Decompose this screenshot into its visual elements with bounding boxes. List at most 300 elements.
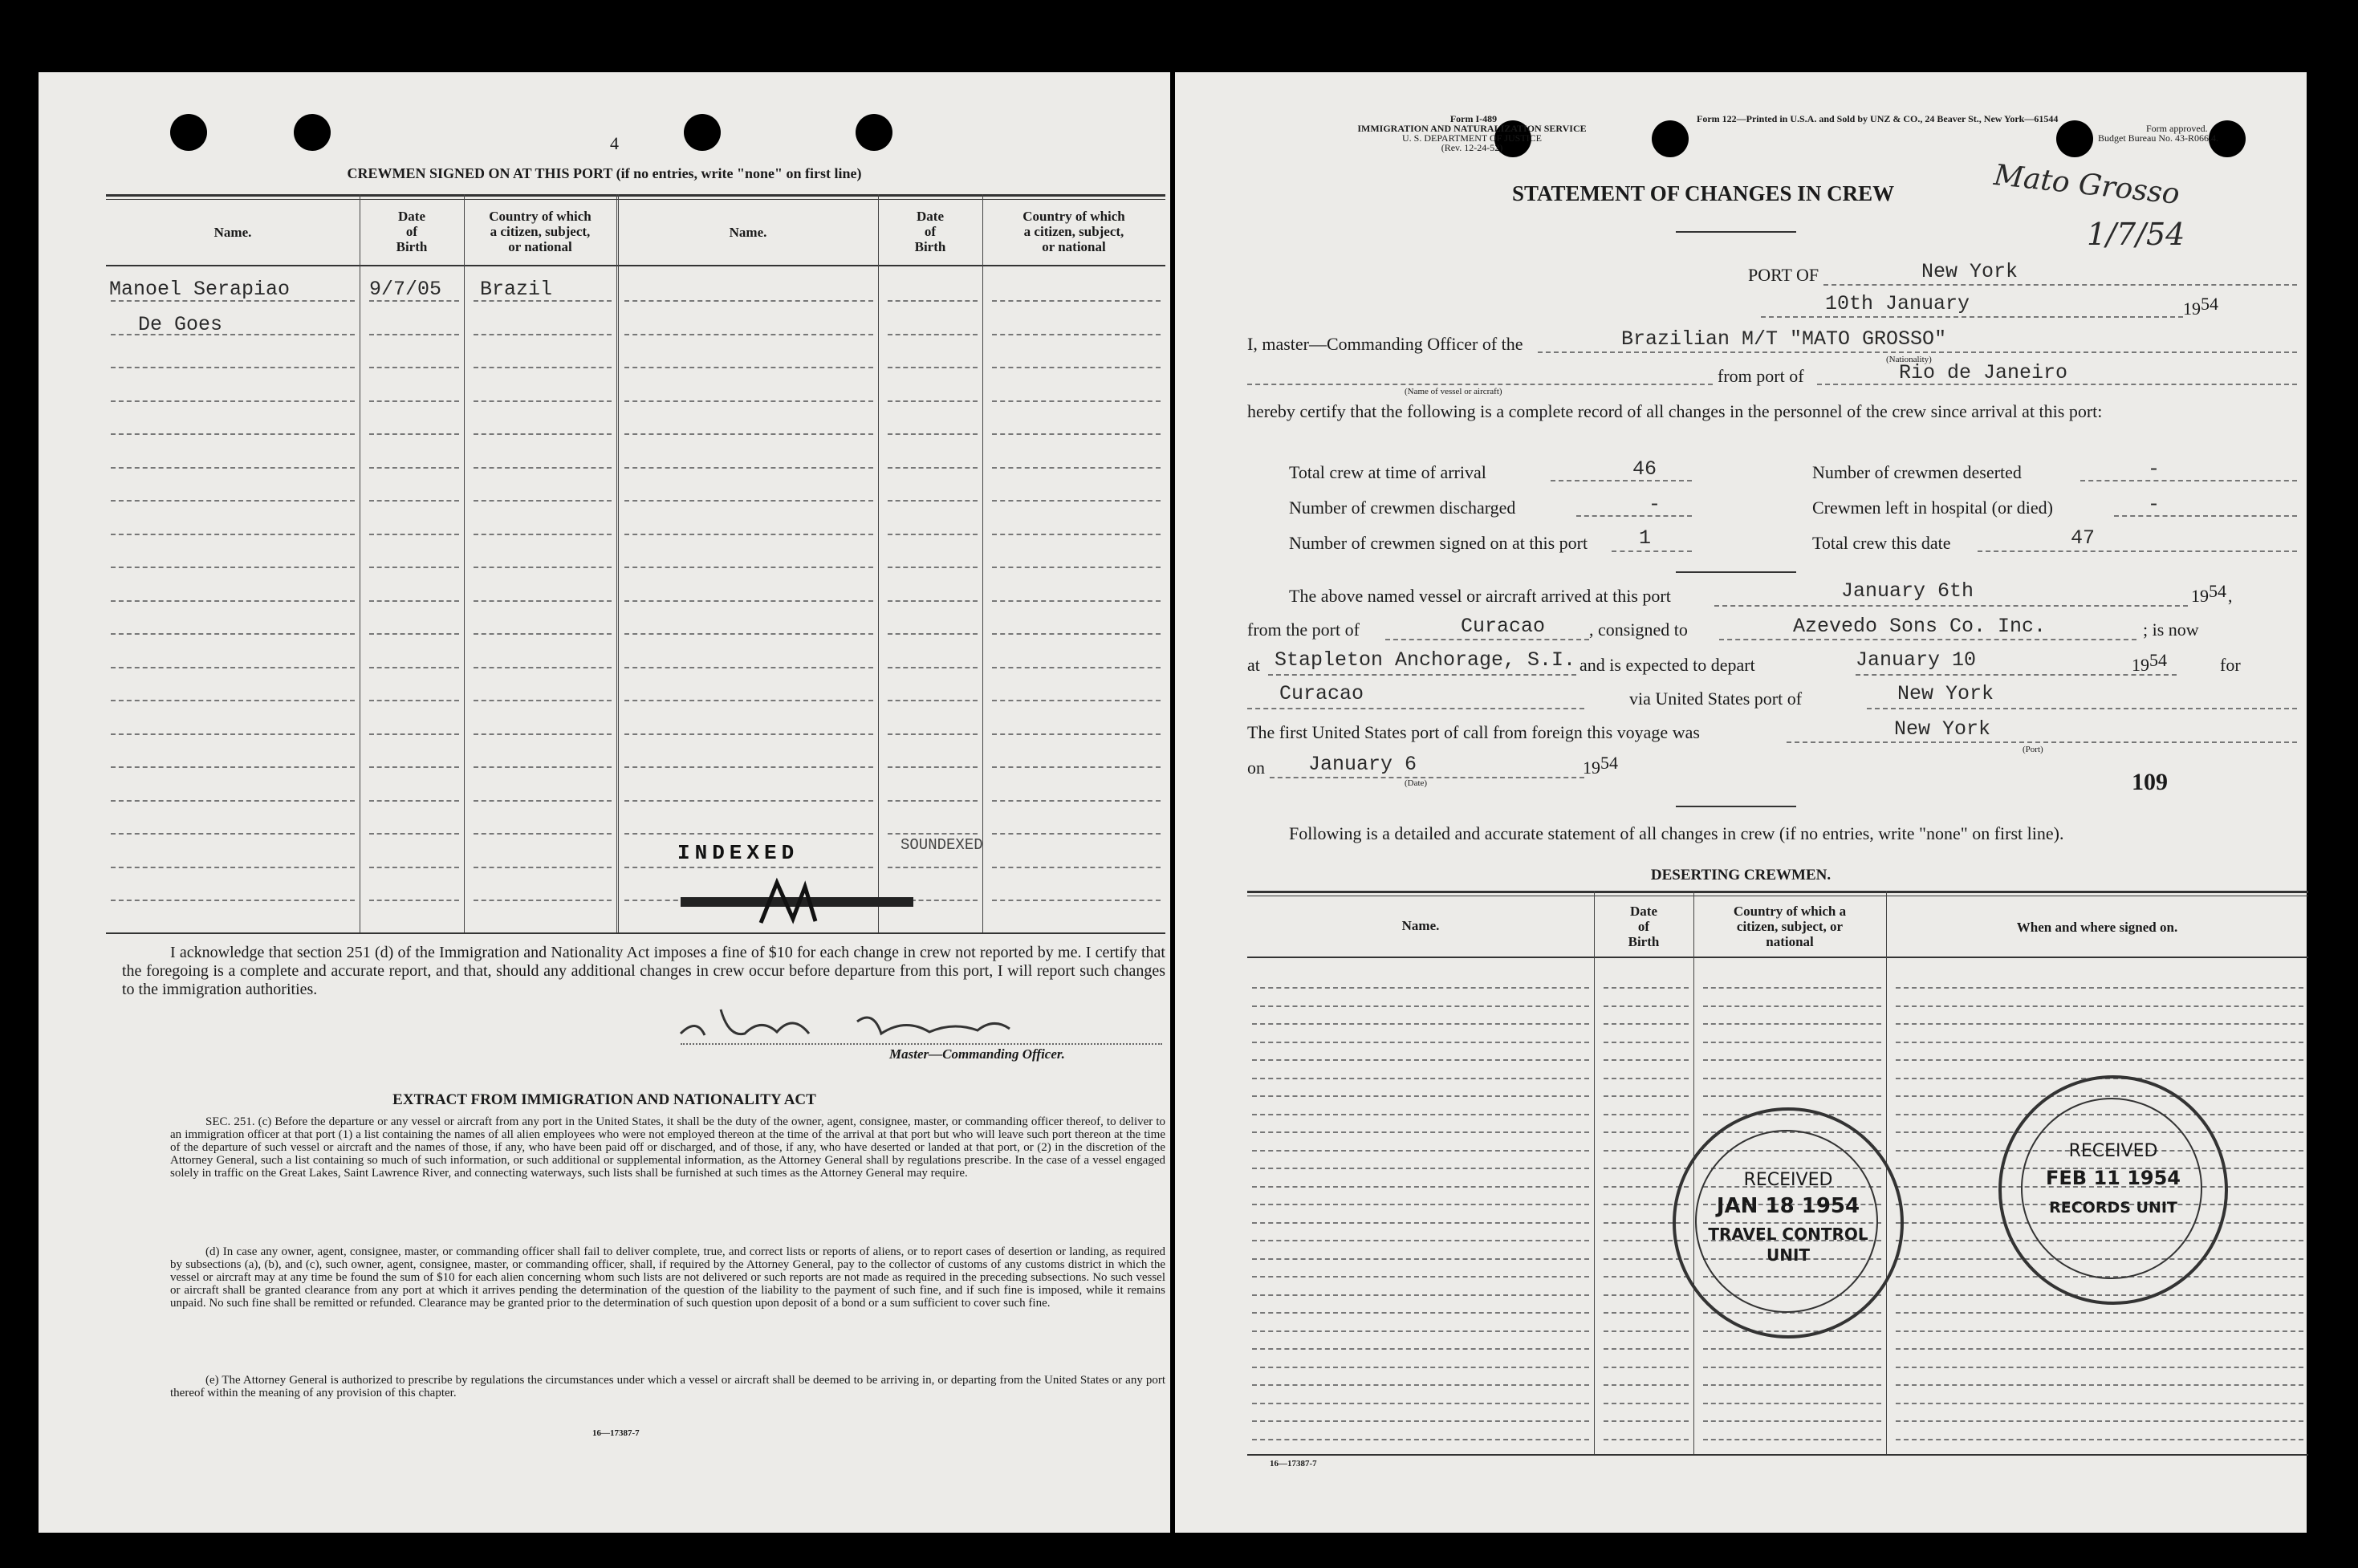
row-rule <box>1252 1059 1589 1061</box>
row-rule <box>1252 1348 1589 1350</box>
page-number: 4 <box>610 133 619 153</box>
date-caption: (Date) <box>1405 778 1428 788</box>
consigned-line <box>1719 639 2136 640</box>
row-rule <box>888 433 978 435</box>
row-rule <box>369 467 459 469</box>
row-rule <box>888 667 978 668</box>
row-rule <box>888 766 978 768</box>
col-header-name: Name. <box>213 225 252 240</box>
form-revision: (Rev. 12-24-52) <box>1441 142 1503 153</box>
desert-col-country: Country of which a citizen, subject, or national <box>1733 904 1847 949</box>
for-line <box>1247 708 1584 709</box>
row-rule <box>888 800 978 802</box>
row-rule <box>111 400 355 402</box>
row-rule <box>369 400 459 402</box>
row-rule <box>624 400 873 402</box>
row-rule <box>1252 1294 1589 1296</box>
extract-section-e: (e) The Attorney General is authorized to prescribe by regulations the circumstances under which a vessel or aircraft shall be deemed to be arriving in, or departing from the United States or any port thereof within the meaning of any provision of this chapter. <box>170 1374 1165 1399</box>
row-rule <box>1896 1023 2303 1025</box>
row-rule <box>1896 987 2303 989</box>
stats-line <box>1576 515 1692 517</box>
agency-name: IMMIGRATION AND NATURALIZATION SERVICE <box>1357 123 1587 134</box>
row-rule <box>474 467 612 469</box>
row-rule <box>1252 1258 1589 1260</box>
desert-col-name: Name. <box>1401 918 1440 933</box>
row-rule <box>1252 1312 1589 1314</box>
row-rule <box>992 500 1161 502</box>
punch-hole <box>2056 120 2093 157</box>
row-rule <box>111 833 355 835</box>
row-rule <box>1703 1042 1881 1043</box>
row-rule <box>624 433 873 435</box>
row-rule <box>624 300 873 302</box>
row-rule <box>888 700 978 701</box>
col-header-country: Country of which a citizen, subject, or national <box>1022 209 1125 254</box>
row-rule <box>111 766 355 768</box>
stamp-unit: UNIT <box>1766 1245 1811 1265</box>
received-stamp <box>1673 1107 1904 1338</box>
row-rule <box>992 400 1161 402</box>
row-rule <box>1896 1059 2303 1061</box>
row-rule <box>474 800 612 802</box>
row-rule <box>369 766 459 768</box>
depart-line <box>1856 674 2177 676</box>
row-rule <box>1252 1168 1589 1169</box>
row-rule <box>992 900 1161 901</box>
stamp-unit: TRAVEL CONTROL <box>1708 1225 1868 1244</box>
from-label: from the port of <box>1247 619 1360 640</box>
row-rule <box>992 300 1161 302</box>
column-divider <box>1594 891 1595 1454</box>
row-rule <box>1703 1403 1881 1404</box>
row-rule <box>624 667 873 668</box>
for-label: for <box>2220 655 2241 675</box>
row-rule <box>1604 1330 1689 1332</box>
row-rule <box>111 433 355 435</box>
crewman-country: Brazil <box>480 278 553 301</box>
at-line <box>1268 674 1576 676</box>
vessel-line <box>1538 351 2297 353</box>
row-rule <box>624 800 873 802</box>
row-rule <box>888 300 978 302</box>
on-label: on <box>1247 758 1265 778</box>
row-rule <box>888 334 978 335</box>
row-rule <box>1896 1439 2303 1440</box>
row-rule <box>992 700 1161 701</box>
extract-title: EXTRACT FROM IMMIGRATION AND NATIONALITY ACT <box>392 1091 816 1108</box>
row-rule <box>888 467 978 469</box>
crewman-name: De Goes <box>138 313 223 336</box>
row-rule <box>474 433 612 435</box>
row-rule <box>1604 1150 1689 1152</box>
row-rule <box>1252 1439 1589 1440</box>
form-id: Form I-489 <box>1449 113 1498 124</box>
from-port-value: Rio de Janeiro <box>1899 361 2068 384</box>
row-rule <box>111 367 355 368</box>
row-rule <box>624 600 873 602</box>
row-rule <box>1252 1367 1589 1368</box>
year-prefix: 19 <box>2183 299 2201 319</box>
row-rule <box>111 534 355 535</box>
row-rule <box>111 500 355 502</box>
row-rule <box>111 700 355 701</box>
row-rule <box>624 633 873 635</box>
table-top-rule <box>106 199 1165 200</box>
table-top-rule <box>106 194 1165 197</box>
row-rule <box>1252 1078 1589 1079</box>
row-rule <box>1604 1023 1689 1025</box>
row-rule <box>474 567 612 568</box>
col-header-country: Country of which a citizen, subject, or national <box>489 209 592 254</box>
row-rule <box>474 500 612 502</box>
row-rule <box>992 467 1161 469</box>
punch-hole <box>684 114 721 151</box>
deserted-label: Number of crewmen deserted <box>1812 462 2022 482</box>
row-rule <box>369 833 459 835</box>
row-rule <box>1703 1384 1881 1386</box>
row-rule <box>1703 1023 1881 1025</box>
col-header-dob: Date of Birth <box>396 209 428 254</box>
stats-line <box>1551 480 1692 481</box>
arrived-value: January 6th <box>1841 579 1974 603</box>
port-line <box>1823 284 2297 286</box>
signed-on-value: 1 <box>1639 526 1652 550</box>
deserting-title: DESERTING CREWMEN. <box>1650 867 1832 884</box>
row-rule <box>1703 987 1881 989</box>
row-rule <box>888 500 978 502</box>
row-rule <box>1604 987 1689 989</box>
row-rule <box>888 567 978 568</box>
row-rule <box>369 567 459 568</box>
row-rule <box>111 900 355 901</box>
title-underline <box>1676 231 1796 233</box>
master-label: I, master—Commanding Officer of the <box>1247 334 1523 354</box>
row-rule <box>888 534 978 535</box>
row-rule <box>111 633 355 635</box>
row-rule <box>888 733 978 735</box>
row-rule <box>1896 1384 2303 1386</box>
index-mark-icon <box>673 875 929 931</box>
row-rule <box>474 700 612 701</box>
row-rule <box>1604 1276 1689 1278</box>
row-rule <box>1252 1042 1589 1043</box>
arrived-year-prefix: 19 <box>2191 586 2209 606</box>
section-title: CREWMEN SIGNED ON AT THIS PORT (if no entries, write "none" on first line) <box>347 165 862 181</box>
total-arrival-value: 46 <box>1632 457 1657 481</box>
row-rule <box>1252 1131 1589 1133</box>
row-rule <box>1604 1095 1689 1097</box>
row-rule <box>111 867 355 868</box>
hospital-label: Crewmen left in hospital (or died) <box>1812 498 2053 518</box>
row-rule <box>888 867 978 868</box>
row-rule <box>1896 1348 2303 1350</box>
row-rule <box>992 833 1161 835</box>
row-rule <box>474 867 612 868</box>
punch-hole <box>294 114 331 151</box>
following-text: Following is a detailed and accurate statement of all changes in crew (if no entries, write "none" on first line). <box>1289 823 2064 843</box>
handwritten-date-note: 1/7/54 <box>2087 217 2185 252</box>
row-rule <box>1703 1059 1881 1061</box>
row-rule <box>1252 987 1589 989</box>
row-rule <box>624 500 873 502</box>
crewman-name: Manoel Serapiao <box>109 278 291 301</box>
arrived-year: 54 <box>2209 581 2226 601</box>
row-rule <box>992 633 1161 635</box>
row-rule <box>1252 1023 1589 1025</box>
first-port-value: New York <box>1894 717 1991 741</box>
row-rule <box>624 700 873 701</box>
row-rule <box>474 833 612 835</box>
row-rule <box>1896 1005 2303 1007</box>
row-rule <box>369 900 459 901</box>
from-port-label: from port of <box>1718 366 1804 386</box>
row-rule <box>1604 1059 1689 1061</box>
row-rule <box>474 534 612 535</box>
port-value: New York <box>1921 260 2019 283</box>
discharged-value: - <box>1649 493 1661 516</box>
consigned-label: , consigned to <box>1589 619 1688 640</box>
stamp-date: JAN 18 1954 <box>1716 1194 1860 1218</box>
row-rule <box>1252 1114 1589 1115</box>
row-rule <box>1896 1420 2303 1422</box>
col-header-dob: Date of Birth <box>914 209 946 254</box>
row-rule <box>111 467 355 469</box>
on-value: January 6 <box>1308 753 1417 776</box>
row-rule <box>1252 1403 1589 1404</box>
row-rule <box>624 766 873 768</box>
at-value: Stapleton Anchorage, S.I. <box>1275 648 1576 672</box>
row-rule <box>1604 1439 1689 1440</box>
row-rule <box>888 367 978 368</box>
row-rule <box>992 667 1161 668</box>
row-rule <box>624 534 873 535</box>
signature-role: Master—Commanding Officer. <box>889 1046 1065 1062</box>
hospital-value: - <box>2148 493 2161 516</box>
page-mark: 109 <box>2132 769 2168 795</box>
row-rule <box>1604 1420 1689 1422</box>
row-rule <box>1604 1078 1689 1079</box>
row-rule <box>888 833 978 835</box>
stats-line <box>2114 515 2297 517</box>
row-rule <box>474 900 612 901</box>
depart-label: and is expected to depart <box>1579 655 1755 675</box>
row-rule <box>624 733 873 735</box>
row-rule <box>1252 1240 1589 1241</box>
row-rule <box>1252 1222 1589 1224</box>
on-year-prefix: 19 <box>1583 758 1600 778</box>
form-title: STATEMENT OF CHANGES IN CREW <box>1512 181 1895 205</box>
for-value: Curacao <box>1279 682 1364 705</box>
column-divider <box>464 194 465 932</box>
row-rule <box>992 567 1161 568</box>
row-rule <box>1252 1420 1589 1422</box>
row-rule <box>369 733 459 735</box>
first-port-line <box>1787 741 2297 743</box>
arrived-line <box>1714 605 2188 607</box>
form-code: 16—17387-7 <box>1270 1459 1317 1468</box>
row-rule <box>992 534 1161 535</box>
form-code: 16—17387-7 <box>592 1428 640 1438</box>
first-port-label: The first United States port of call from foreign this voyage was <box>1247 722 1700 742</box>
via-label: via United States port of <box>1629 689 1803 709</box>
depart-value: January 10 <box>1856 648 1977 672</box>
row-rule <box>624 467 873 469</box>
row-rule <box>1604 1114 1689 1115</box>
vessel-line-2 <box>1247 384 1713 385</box>
row-rule <box>1604 1131 1689 1133</box>
row-rule <box>1604 1294 1689 1296</box>
row-rule <box>474 766 612 768</box>
depart-year: 54 <box>2149 650 2167 670</box>
row-rule <box>474 667 612 668</box>
stats-line <box>1978 550 2297 552</box>
desert-col-signed-on: When and where signed on. <box>2016 920 2178 935</box>
row-rule <box>1252 1384 1589 1386</box>
stamp-date: FEB 11 1954 <box>2046 1167 2181 1189</box>
col-header-name: Name. <box>729 225 767 240</box>
port-label: PORT OF <box>1748 265 1819 285</box>
row-rule <box>1252 1150 1589 1152</box>
acknowledgment-text: I acknowledge that section 251 (d) of the Immigration and Nationality Act imposes a fine of $10 for each change in crew not reported by me. I certify that the foregoing is a complete and accurate report, and that, should any additional changes in crew occur before departure from this port, I will report such changes to the immigration authorities. <box>122 944 1165 998</box>
received-stamp <box>1998 1075 2228 1305</box>
row-rule <box>1604 1042 1689 1043</box>
stamp-received-label: RECEIVED <box>1743 1170 1833 1190</box>
vessel-caption: (Name of vessel or aircraft) <box>1405 387 1502 396</box>
row-rule <box>1896 1312 2303 1314</box>
nationality-caption: (Nationality) <box>1886 355 1932 364</box>
column-divider <box>878 194 879 932</box>
row-rule <box>474 733 612 735</box>
agency-department: U. S. DEPARTMENT OF JUSTICE <box>1402 132 1542 144</box>
row-rule <box>369 433 459 435</box>
indexed-stamp: INDEXED <box>677 841 799 865</box>
row-rule <box>1896 1042 2303 1043</box>
row-rule <box>1252 1095 1589 1097</box>
row-rule <box>1252 1204 1589 1205</box>
punch-hole <box>856 114 892 151</box>
row-rule <box>992 433 1161 435</box>
from-value: Curacao <box>1461 615 1546 638</box>
table-header-rule <box>106 265 1165 266</box>
row-rule <box>624 334 873 335</box>
row-rule <box>1703 1439 1881 1440</box>
certify-text: hereby certify that the following is a complete record of all changes in the personnel of the crew since arrival at this port: <box>1247 401 2103 421</box>
from-line <box>1385 639 1589 640</box>
row-rule <box>111 600 355 602</box>
column-divider <box>616 194 619 932</box>
signature-icon <box>673 1001 1042 1050</box>
stats-line <box>2080 480 2297 481</box>
row-rule <box>1604 1168 1689 1169</box>
total-date-value: 47 <box>2071 526 2096 550</box>
row-rule <box>369 500 459 502</box>
handwritten-vessel-note: Mato Grosso <box>1992 158 2181 212</box>
row-rule <box>624 367 873 368</box>
table-bottom-rule <box>106 932 1165 934</box>
row-rule <box>1703 1078 1881 1079</box>
table-top-rule <box>1247 891 2308 893</box>
row-rule <box>111 733 355 735</box>
row-rule <box>888 600 978 602</box>
printer-line: Form 122—Printed in U.S.A. and Sold by UNZ & CO., 24 Beaver St., New York—61544 <box>1697 113 2059 124</box>
row-rule <box>369 700 459 701</box>
total-date-label: Total crew this date <box>1812 533 1951 553</box>
row-rule <box>1703 1005 1881 1007</box>
row-rule <box>1703 1420 1881 1422</box>
row-rule <box>1896 1403 2303 1404</box>
row-rule <box>992 733 1161 735</box>
signed-on-label: Number of crewmen signed on at this port <box>1289 533 1588 553</box>
row-rule <box>1703 1095 1881 1097</box>
row-rule <box>992 334 1161 335</box>
table-bottom-rule <box>1247 1454 2308 1456</box>
row-rule <box>474 600 612 602</box>
desert-col-dob: Date of Birth <box>1628 904 1660 949</box>
depart-year-prefix: 19 <box>2132 655 2149 675</box>
soundexed-stamp: SOUNDEXED <box>901 836 983 854</box>
row-rule <box>1252 1005 1589 1007</box>
row-rule <box>1896 1330 2303 1332</box>
row-rule <box>1703 1367 1881 1368</box>
row-rule <box>624 567 873 568</box>
report-date: 10th January <box>1825 292 1970 315</box>
crewman-dob: 9/7/05 <box>369 278 442 301</box>
stamp-received-label: RECEIVED <box>2068 1141 2158 1161</box>
on-year: 54 <box>1600 753 1618 773</box>
punch-hole <box>170 114 207 151</box>
deserted-value: - <box>2148 457 2161 481</box>
at-label: at <box>1247 655 1260 675</box>
row-rule <box>1703 1348 1881 1350</box>
total-arrival-label: Total crew at time of arrival <box>1289 462 1486 482</box>
row-rule <box>1604 1312 1689 1314</box>
row-rule <box>369 867 459 868</box>
year-suffix: 54 <box>2201 294 2218 314</box>
is-now-label: ; is now <box>2143 619 2199 640</box>
vessel-value: Brazilian M/T "MATO GROSSO" <box>1621 327 1947 351</box>
row-rule <box>1252 1330 1589 1332</box>
row-rule <box>369 600 459 602</box>
right-page <box>1175 72 2307 1533</box>
row-rule <box>369 534 459 535</box>
row-rule <box>474 400 612 402</box>
row-rule <box>474 334 612 335</box>
row-rule <box>1604 1348 1689 1350</box>
row-rule <box>474 633 612 635</box>
form-approved: Form approved. <box>2146 123 2208 134</box>
row-rule <box>1252 1276 1589 1278</box>
table-header-rule <box>1247 957 2308 958</box>
date-line <box>1761 316 2183 318</box>
row-rule <box>1604 1367 1689 1368</box>
row-rule <box>624 867 873 868</box>
row-rule <box>1252 1186 1589 1188</box>
extract-section-d: (d) In case any owner, agent, consignee, master, or commanding officer shall fail to deliver complete, true, and correct lists or reports of aliens, or to report cases of desertion or landing, as required by subsections (a), (b), and (c), such owner, agent, consignee, master, or commanding officer, shall, if required by the Attorney General, pay to the collector of customs of any customs district in which the vessel or aircraft may at any time be found the sum of $10 for each alien concerning whom such lists are not delivered or such reports are not made as required in the preceding subsections. No such vessel or aircraft shall be granted clearance from any port at which it arrives pending the determination of the question of the liability to the payment of such fine, and if such fine is imposed, while it remains unpaid. No such fine shall be remitted or refunded. Clearance may be granted prior to the determination of such question upon deposit of a bond or a sum sufficient to cover such fine. <box>170 1245 1165 1310</box>
arrived-label: The above named vessel or aircraft arrived at this port <box>1289 586 1671 606</box>
row-rule <box>992 600 1161 602</box>
row-rule <box>111 667 355 668</box>
row-rule <box>369 367 459 368</box>
row-rule <box>1896 1367 2303 1368</box>
row-rule <box>992 800 1161 802</box>
stats-underline <box>1676 571 1796 573</box>
row-rule <box>992 367 1161 368</box>
row-rule <box>992 867 1161 868</box>
row-rule <box>369 800 459 802</box>
row-rule <box>1604 1403 1689 1404</box>
via-line <box>1867 708 2297 709</box>
budget-bureau: Budget Bureau No. 43-R066.4. <box>2098 132 2218 144</box>
